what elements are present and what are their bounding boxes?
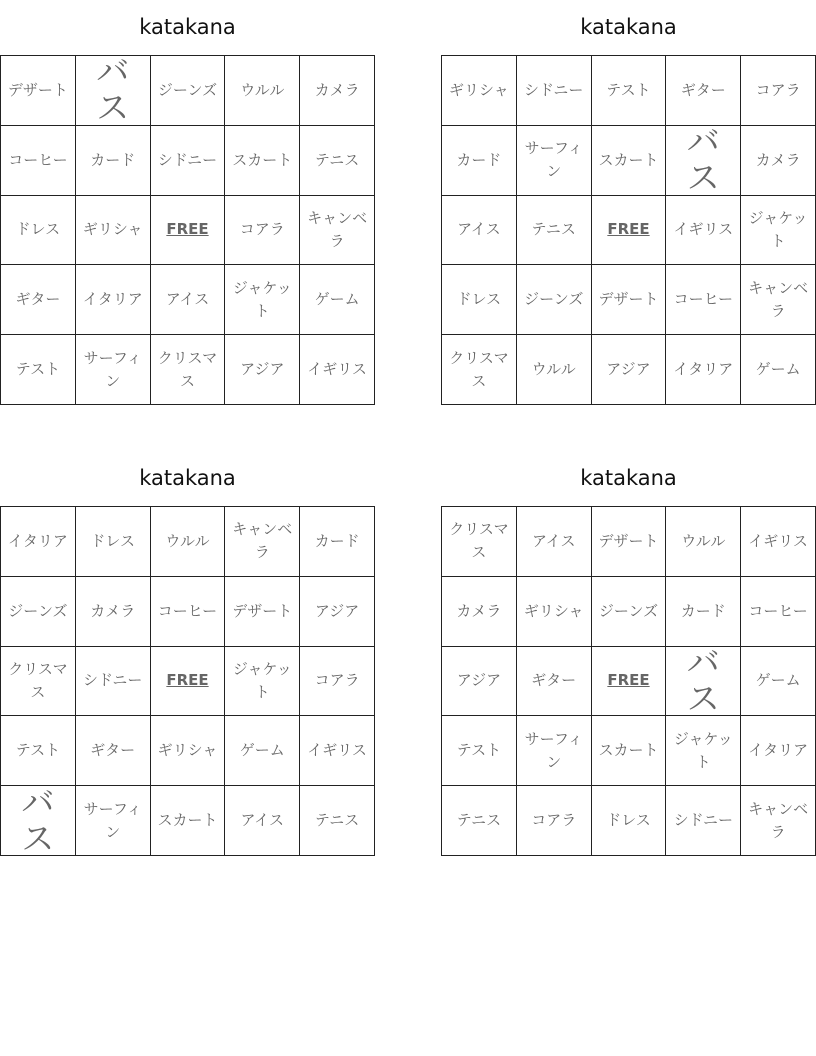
bingo-cell: テスト (1, 335, 76, 405)
bingo-cell: イギリス (300, 335, 375, 405)
bingo-cell: コアラ (517, 786, 592, 856)
bingo-cell: イタリア (666, 335, 741, 405)
bingo-cell: スカート (592, 716, 667, 786)
bingo-cell: キャンベラ (225, 507, 300, 577)
bingo-cell: バス (76, 56, 151, 126)
bingo-cell: スカート (592, 126, 667, 196)
bingo-cell: イギリス (741, 507, 816, 577)
bingo-cell: デザート (225, 577, 300, 647)
bingo-cell: バス (666, 647, 741, 717)
free-space-cell: FREE (592, 196, 667, 266)
bingo-cell: イギリス (666, 196, 741, 266)
bingo-cell: イタリア (1, 507, 76, 577)
card-title: katakana (580, 466, 677, 490)
bingo-grid (0, 55, 375, 405)
bingo-cell: クリスマス (442, 335, 517, 405)
bingo-cell: イタリア (76, 265, 151, 335)
bingo-card-2 (441, 10, 816, 405)
bingo-cell: アジア (225, 335, 300, 405)
bingo-cell: ジーンズ (592, 577, 667, 647)
bingo-cell: コーヒー (666, 265, 741, 335)
bingo-cell: コアラ (300, 647, 375, 717)
bingo-cell: カメラ (300, 56, 375, 126)
bingo-cell: コーヒー (151, 577, 226, 647)
bingo-cell: カメラ (741, 126, 816, 196)
bingo-cell: キャンベラ (741, 786, 816, 856)
bingo-cell: ギター (666, 56, 741, 126)
bingo-cell: コアラ (741, 56, 816, 126)
bingo-cell: ギリシャ (442, 56, 517, 126)
bingo-cell: イギリス (300, 716, 375, 786)
bingo-cell: キャンベラ (741, 265, 816, 335)
bingo-cell: ギター (517, 647, 592, 717)
bingo-cell: サーフィン (517, 716, 592, 786)
bingo-cell: カメラ (76, 577, 151, 647)
bingo-cell: テニス (300, 126, 375, 196)
bingo-cell: デザート (1, 56, 76, 126)
bingo-cell: シドニー (666, 786, 741, 856)
bingo-cell: アイス (442, 196, 517, 266)
bingo-cell: カード (300, 507, 375, 577)
bingo-cell: ジャケット (225, 647, 300, 717)
bingo-cell: ドレス (592, 786, 667, 856)
bingo-cell: ウルル (225, 56, 300, 126)
bingo-card-4 (441, 461, 816, 856)
bingo-cell: シドニー (517, 56, 592, 126)
bingo-cell: テニス (300, 786, 375, 856)
bingo-card-3 (0, 461, 375, 856)
bingo-cell: サーフィン (76, 335, 151, 405)
bingo-cell: ゲーム (225, 716, 300, 786)
bingo-cell: ウルル (517, 335, 592, 405)
bingo-cell: アイス (517, 507, 592, 577)
bingo-cell: カード (442, 126, 517, 196)
bingo-cell: ジャケット (666, 716, 741, 786)
bingo-cell: スカート (151, 786, 226, 856)
bingo-cell: ギター (76, 716, 151, 786)
bingo-cell: アジア (300, 577, 375, 647)
bingo-cell: ジーンズ (151, 56, 226, 126)
card-title: katakana (139, 15, 236, 39)
bingo-cell: ジャケット (741, 196, 816, 266)
bingo-cell: ゲーム (741, 647, 816, 717)
bingo-cell: ジーンズ (1, 577, 76, 647)
bingo-cell: アジア (592, 335, 667, 405)
bingo-cell: テニス (517, 196, 592, 266)
bingo-cell: シドニー (76, 647, 151, 717)
bingo-grid (0, 506, 375, 856)
bingo-cell: ギリシャ (151, 716, 226, 786)
free-space-cell: FREE (151, 196, 226, 266)
bingo-cell: ギリシャ (517, 577, 592, 647)
free-space-cell: FREE (151, 647, 226, 717)
bingo-cell: コーヒー (1, 126, 76, 196)
bingo-cell: コアラ (225, 196, 300, 266)
bingo-cell: ドレス (442, 265, 517, 335)
bingo-cell: デザート (592, 507, 667, 577)
bingo-cell: シドニー (151, 126, 226, 196)
free-space-cell: FREE (592, 647, 667, 717)
bingo-cell: アイス (225, 786, 300, 856)
bingo-cell: カード (666, 577, 741, 647)
bingo-cell: ウルル (151, 507, 226, 577)
bingo-cell: ウルル (666, 507, 741, 577)
bingo-cell: サーフィン (76, 786, 151, 856)
bingo-cell: ドレス (76, 507, 151, 577)
bingo-cell: ゲーム (741, 335, 816, 405)
bingo-cell: アイス (151, 265, 226, 335)
bingo-cell: ギリシャ (76, 196, 151, 266)
bingo-cell: ギター (1, 265, 76, 335)
bingo-cell: クリスマス (442, 507, 517, 577)
bingo-cell: コーヒー (741, 577, 816, 647)
bingo-cell: ドレス (1, 196, 76, 266)
card-title: katakana (580, 15, 677, 39)
bingo-cell: クリスマス (1, 647, 76, 717)
bingo-cell: テニス (442, 786, 517, 856)
bingo-cell: テスト (592, 56, 667, 126)
bingo-cell: ジャケット (225, 265, 300, 335)
bingo-cell: スカート (225, 126, 300, 196)
bingo-cell: ジーンズ (517, 265, 592, 335)
bingo-cell: クリスマス (151, 335, 226, 405)
bingo-cell: バス (1, 786, 76, 856)
bingo-cell: デザート (592, 265, 667, 335)
bingo-cell: キャンベラ (300, 196, 375, 266)
bingo-cell: イタリア (741, 716, 816, 786)
bingo-cell: バス (666, 126, 741, 196)
bingo-grid (441, 55, 816, 405)
bingo-cell: カメラ (442, 577, 517, 647)
bingo-cell: テスト (1, 716, 76, 786)
bingo-cell: サーフィン (517, 126, 592, 196)
bingo-cell: カード (76, 126, 151, 196)
bingo-grid (441, 506, 816, 856)
bingo-card-1 (0, 10, 375, 405)
bingo-cell: テスト (442, 716, 517, 786)
card-title: katakana (139, 466, 236, 490)
bingo-cell: ゲーム (300, 265, 375, 335)
bingo-cell: アジア (442, 647, 517, 717)
